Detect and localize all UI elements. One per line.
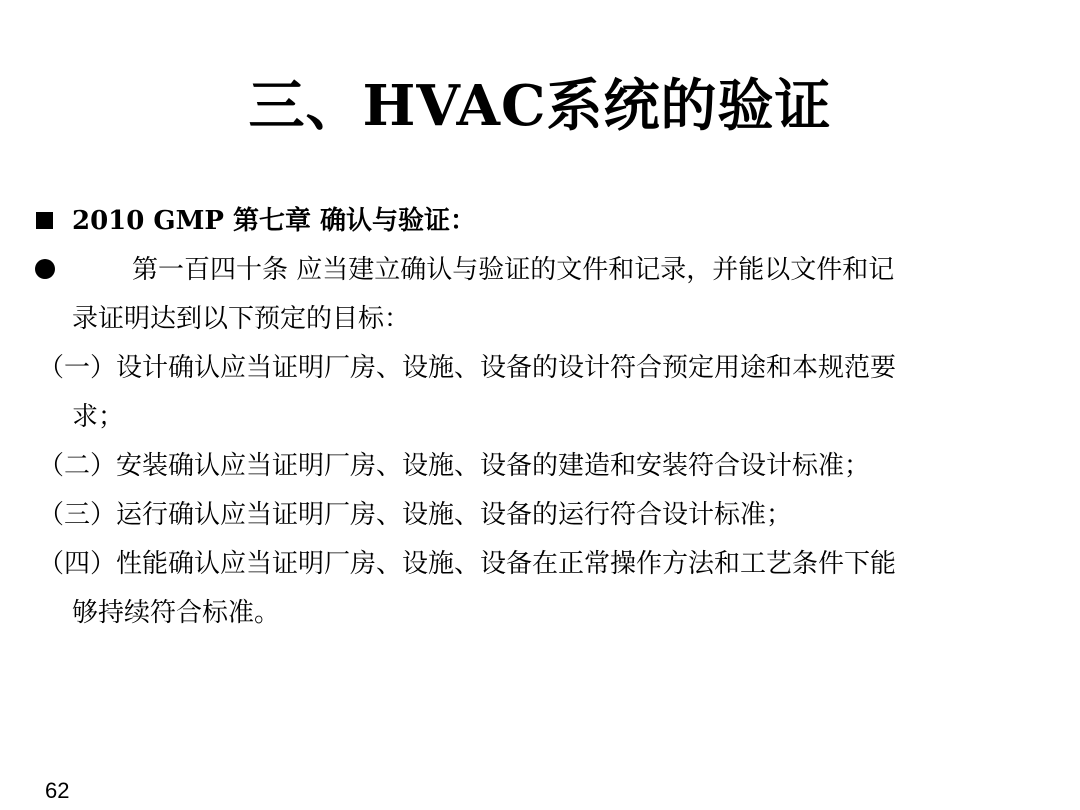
item-4-line-2 — [32, 589, 1042, 638]
page-number: 62 — [45, 778, 70, 803]
item-2-text-1: （二）安装确认应当证明厂房、设施、设备的建造和安装符合设计标准； — [38, 451, 871, 481]
chapter-heading: 2010 GMP 第七章 确认与验证： — [72, 206, 477, 236]
item-1-line-1 — [32, 344, 1042, 393]
slide-title: 三、HVAC系统的验证 — [248, 73, 832, 139]
article-line-2 — [32, 295, 1042, 344]
heading-line — [32, 197, 1042, 246]
item-1-text-1: （一）设计确认应当证明厂房、设施、设备的设计符合预定用途和本规范要 — [38, 353, 897, 383]
article-line-1 — [32, 246, 1042, 295]
item-3-text-1: （三）运行确认应当证明厂房、设施、设备的运行符合设计标准； — [38, 500, 793, 530]
square-bullet-icon — [36, 212, 53, 229]
item-1-line-2 — [32, 393, 1042, 442]
item-1-text-2: 求； — [72, 402, 125, 432]
item-4-text-2: 够持续符合标准。 — [72, 598, 281, 628]
round-bullet-icon — [35, 259, 55, 279]
slide-content — [32, 197, 1042, 638]
item-4-text-1: （四）性能确认应当证明厂房、设施、设备在正常操作方法和工艺条件下能 — [38, 549, 897, 579]
article-text-2: 录证明达到以下预定的目标： — [72, 304, 411, 334]
article-text-1: 第一百四十条 应当建立确认与验证的文件和记录，并能以文件和记 — [132, 255, 895, 285]
item-4-line-1 — [32, 540, 1042, 589]
item-3-line-1 — [32, 491, 1042, 540]
item-2-line-1 — [32, 442, 1042, 491]
